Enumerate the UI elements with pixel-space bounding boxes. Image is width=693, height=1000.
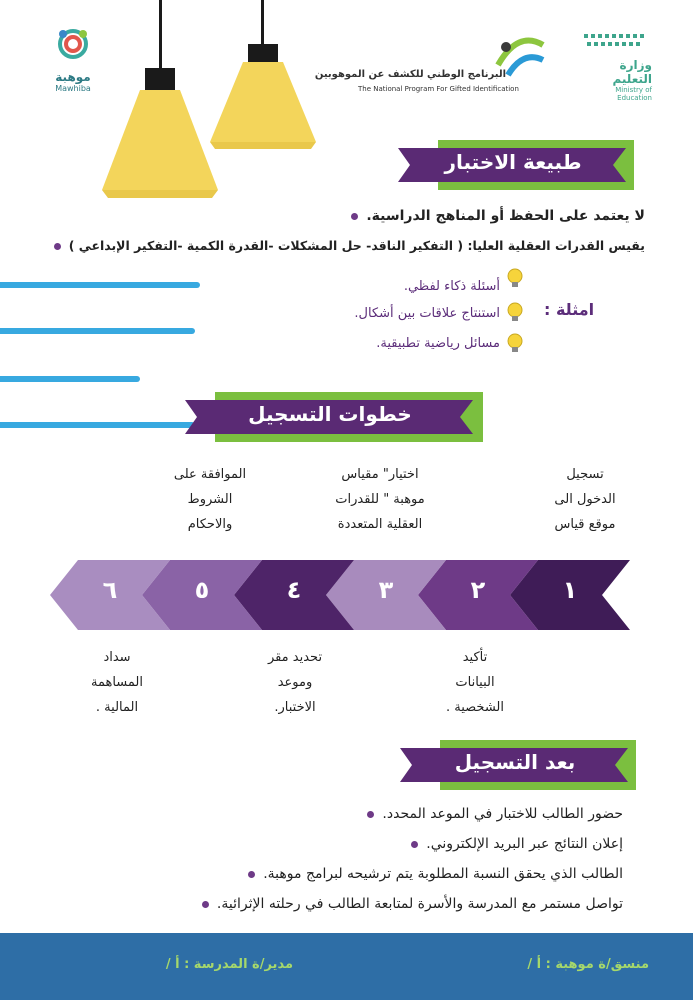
ministry-logo — [582, 30, 662, 102]
blue-line-3 — [0, 376, 140, 382]
mawhiba-logo — [48, 24, 98, 94]
example-2: استنتاج علاقات بين أشكال. — [354, 306, 500, 321]
footer-principal: مدير/ة المدرسة : أ / — [165, 957, 293, 972]
step-3-text: اختيار" مقياس موهبة " للقدرات العقلية المتعددة — [335, 467, 425, 532]
ministry-logo-icon — [582, 30, 652, 54]
registration-title: خطوات التسجيل — [248, 402, 412, 426]
step-4-text: تحديد مقر وموعد الاختبار. — [267, 650, 323, 715]
blue-line-1 — [0, 282, 200, 288]
mawhiba-logo-text-ar: موهبة — [55, 70, 91, 84]
step-number-1: ١ — [562, 576, 578, 604]
step-number-4: ٤ — [286, 576, 302, 604]
step-6-text: سداد المساهمة المالية . — [91, 650, 143, 715]
step-5-text: الموافقة على الشروط والاحكام — [173, 467, 247, 532]
after-bullet-4: تواصل مستمر مع المدرسة والأسرة لمتابعة الطالب في رحلته الإثرائية. — [202, 896, 623, 912]
nature-bullet-2: يقيس القدرات العقلية العليا: ( التفكير الناقد- حل المشكلات -القدرة الكمية -التفكير الإبداعي ) — [54, 238, 645, 253]
step-number-5: ٥ — [194, 576, 210, 604]
example-1: أسئلة ذكاء لفظي. — [403, 279, 500, 294]
footer — [0, 933, 693, 1000]
after-bullet-1: حضور الطالب للاختبار في الموعد المحدد. — [367, 806, 623, 822]
ministry-name-ar: وزارة التعليم — [612, 58, 652, 86]
program-name-ar: البرنامج الوطني للكشف عن الموهوبين — [314, 69, 506, 80]
nature-title: طبيعة الاختبار — [444, 150, 582, 174]
lamp-left-shade-icon — [100, 68, 220, 198]
step-1-text: تسجيل الدخول الى موقع قياس — [554, 467, 616, 532]
program-name-en: The National Program For Gifted Identification — [358, 85, 519, 93]
after-bullet-3: الطالب الذي يحقق النسبة المطلوبة يتم ترشيحه لبرامج موهبة. — [248, 866, 623, 882]
after-title: بعد التسجيل — [454, 750, 576, 774]
examples-label: امثلة : — [544, 300, 595, 319]
step-number-6: ٦ — [102, 576, 118, 604]
ministry-name-en: Ministry of Education — [615, 86, 652, 102]
nature-banner — [398, 140, 638, 190]
mawhiba-logo-text-en: Mawhiba — [55, 84, 91, 93]
lightbulb-icon — [505, 302, 525, 322]
footer-coordinator: منسق/ة موهبة : أ / — [527, 957, 649, 972]
registration-banner — [185, 392, 485, 442]
lightbulb-icon — [505, 268, 525, 288]
nature-bullet-1: لا يعتمد على الحفظ أو المناهج الدراسية. — [351, 208, 645, 224]
program-logo — [314, 25, 558, 100]
step-number-3: ٣ — [378, 576, 394, 604]
step-number-2: ٢ — [470, 576, 486, 604]
mawhiba-logo-icon — [48, 24, 98, 66]
after-bullet-2: إعلان النتائج عبر البريد الإلكتروني. — [411, 836, 623, 852]
after-banner — [400, 740, 640, 790]
blue-line-2 — [0, 328, 195, 334]
lamp-right-shade-icon — [208, 44, 318, 149]
step-chevron-6 — [50, 560, 170, 630]
lightbulb-icon — [505, 333, 525, 353]
step-2-text: تأكيد البيانات الشخصية . — [446, 650, 504, 715]
example-3: مسائل رياضية تطبيقية. — [376, 336, 500, 351]
blue-line-4 — [0, 422, 195, 428]
